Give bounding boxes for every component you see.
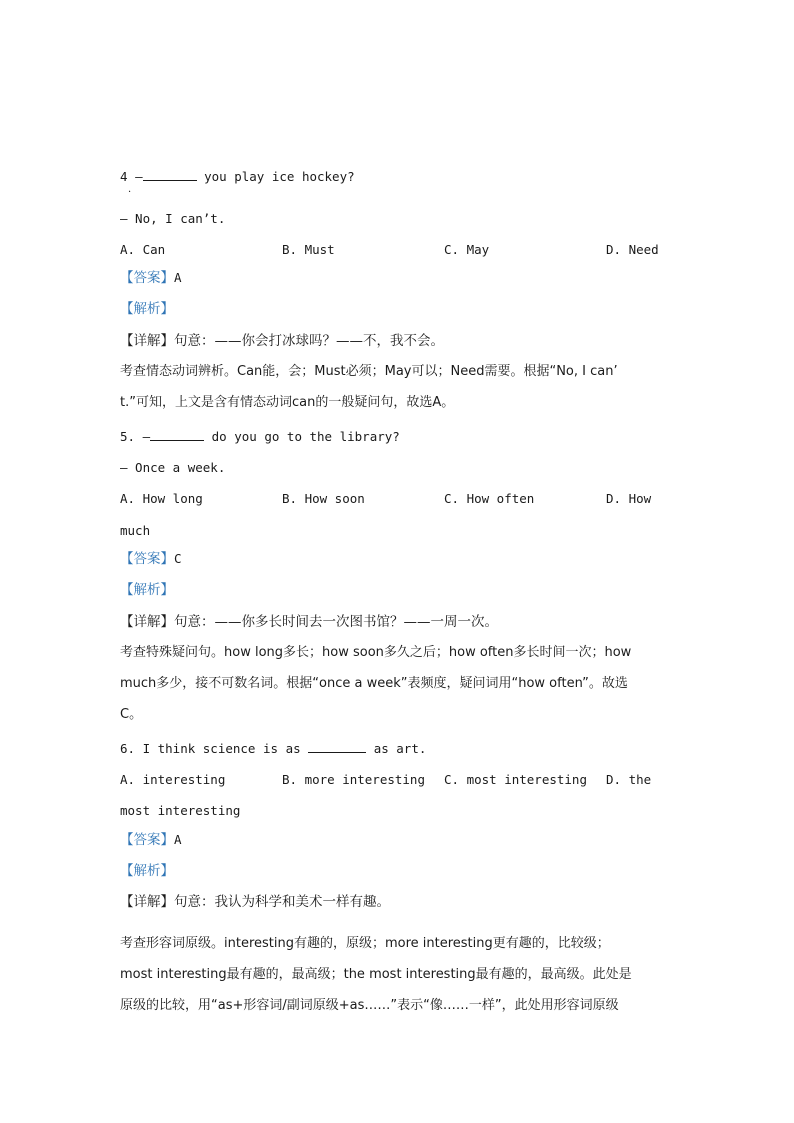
q4-dot: · <box>128 187 132 198</box>
q6-explanation-line-1: 考查形容词原级。interesting有趣的，原级；more interesting更有趣的，比较级； <box>120 936 610 951</box>
q5-detail-text: 句意：——你多长时间去一次图书馆？——一周一次。 <box>174 614 498 630</box>
q4-detail-text: 句意：——你会打冰球吗？——不，我不会。 <box>174 333 444 349</box>
q5-option-c: C. How often <box>444 491 535 506</box>
q5-analysis-tag: 【解析】 <box>120 582 174 598</box>
q6-detail-text: 句意：我认为科学和美术一样有趣。 <box>174 894 390 910</box>
q6-detail-tag: 【详解】 <box>120 894 174 910</box>
q4-option-c: C. May <box>444 242 490 257</box>
q5-explanation-line-3: C。 <box>120 707 143 722</box>
q4-reply: — No, I can’t. <box>120 211 226 226</box>
q5-answer-value: C <box>174 551 182 566</box>
q5-answer <box>120 550 182 568</box>
q5-option-b: B. How soon <box>282 491 365 506</box>
q4-detail <box>120 332 444 350</box>
q6-stem-part-2: as art. <box>373 741 427 756</box>
q6-option-c: C. most interesting <box>444 772 587 787</box>
q4-analysis-tag: 【解析】 <box>120 301 174 317</box>
q5-stem-text: do you go to the library? <box>211 429 400 444</box>
q6-explanation-line-2: most interesting最有趣的，最高级；the most interesting最有趣的，最高级。此处是 <box>120 967 632 982</box>
q5-option-a: A. How long <box>120 491 203 506</box>
q4-answer-value: A <box>174 270 182 285</box>
q5-option-d: D. How <box>606 491 652 506</box>
q6-analysis-tag: 【解析】 <box>120 863 174 879</box>
q6-answer <box>120 831 182 849</box>
q6-stem-part-1: 6. I think science is as <box>120 741 301 756</box>
q5-explanation-line-2: much多少，接不可数名词。根据“once a week”表频度，疑问词用“how often”。故选 <box>120 676 628 691</box>
q4-explanation-line-2: t.”可知，上文是含有情态动词can的一般疑问句，故选A。 <box>120 395 455 410</box>
q5-reply: — Once a week. <box>120 460 226 475</box>
q4-blank <box>143 168 197 181</box>
q6-blank <box>308 740 366 753</box>
q6-answer-tag: 【答案】 <box>120 832 174 848</box>
q5-option-d-wrap: much <box>120 523 151 538</box>
q6-option-a: A. interesting <box>120 772 226 787</box>
q4-option-d: D. Need <box>606 242 659 257</box>
q6-option-b: B. more interesting <box>282 772 425 787</box>
q5-number: 5. <box>120 429 136 444</box>
q6-stem <box>120 740 426 758</box>
q4-detail-tag: 【详解】 <box>120 333 174 349</box>
q4-stem <box>120 168 355 186</box>
q4-stem-text: you play ice hockey? <box>204 169 355 184</box>
q4-answer <box>120 269 182 287</box>
q4-explanation-line-1: 考查情态动词辨析。Can能，会；Must必须；May可以；Need需要。根据“No, I can’ <box>120 364 618 379</box>
q4-number: 4 <box>120 169 128 184</box>
q6-detail <box>120 893 390 911</box>
q4-option-b: B. Must <box>282 242 335 257</box>
q6-option-d-wrap: most interesting <box>120 803 241 818</box>
q6-option-d: D. the <box>606 772 652 787</box>
q4-answer-tag: 【答案】 <box>120 270 174 286</box>
q5-explanation-line-1: 考查特殊疑问句。how long多长；how soon多久之后；how often多长时间一次；how <box>120 645 632 660</box>
q5-blank <box>150 428 204 441</box>
q4-dash: — <box>135 169 143 184</box>
q6-answer-value: A <box>174 832 182 847</box>
q4-option-a: A. Can <box>120 242 166 257</box>
q5-stem <box>120 428 400 446</box>
q5-detail <box>120 613 498 631</box>
q5-answer-tag: 【答案】 <box>120 551 174 567</box>
q6-explanation-line-3: 原级的比较，用“as+形容词/副词原级+as……”表示“像……一样”，此处用形容词原级 <box>120 998 619 1013</box>
q5-detail-tag: 【详解】 <box>120 614 174 630</box>
q5-dash: — <box>142 429 151 444</box>
